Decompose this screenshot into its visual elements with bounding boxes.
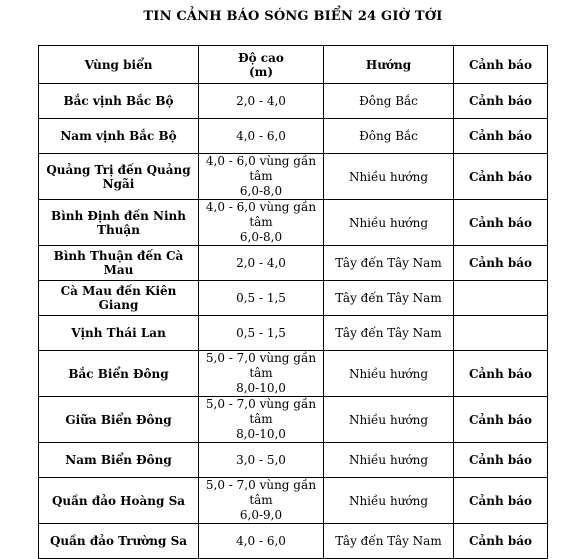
table-row	[39, 443, 548, 478]
cell-direction: Nhiều hướng	[324, 443, 454, 478]
cell-region: Bắc Biển Đông	[39, 351, 199, 397]
cell-height	[199, 316, 324, 351]
cell-direction: Nhiều hướng	[324, 478, 454, 524]
table-row	[39, 119, 548, 154]
cell-warning: Cảnh báo	[454, 119, 548, 154]
cell-warning	[454, 316, 548, 351]
cell-height	[199, 119, 324, 154]
table-row	[39, 351, 548, 397]
cell-warning: Cảnh báo	[454, 84, 548, 119]
cell-warning: Cảnh báo	[454, 443, 548, 478]
cell-warning	[454, 281, 548, 316]
cell-height-value: 4,0 - 6,0 vùng gần tâm	[205, 200, 317, 229]
cell-height	[199, 524, 324, 559]
cell-height	[199, 154, 324, 200]
cell-region: Quảng Trị đến Quảng Ngãi	[39, 154, 199, 200]
cell-height-value: 4,0 - 6,0 vùng gần tâm	[205, 154, 317, 183]
table-row	[39, 316, 548, 351]
cell-warning: Cảnh báo	[454, 397, 548, 443]
cell-height	[199, 200, 324, 246]
cell-height	[199, 443, 324, 478]
cell-height-value: 0,5 - 1,5	[236, 326, 286, 340]
cell-direction: Nhiều hướng	[324, 351, 454, 397]
header-height	[199, 46, 324, 84]
cell-warning: Cảnh báo	[454, 246, 548, 281]
cell-direction: Nhiều hướng	[324, 397, 454, 443]
cell-direction: Tây đến Tây Nam	[324, 281, 454, 316]
cell-height-value: 4,0 - 6,0	[236, 534, 286, 548]
cell-height-value: 2,0 - 4,0	[236, 94, 286, 108]
cell-region: Bắc vịnh Bắc Bộ	[39, 84, 199, 119]
table-header-row	[39, 46, 548, 84]
cell-height-value: 0,5 - 1,5	[236, 291, 286, 305]
cell-direction: Nhiều hướng	[324, 154, 454, 200]
cell-direction: Nhiều hướng	[324, 200, 454, 246]
cell-warning: Cảnh báo	[454, 154, 548, 200]
cell-height-value: 5,0 - 7,0 vùng gần tâm	[205, 351, 317, 380]
table-row	[39, 154, 548, 200]
page-title: TIN CẢNH BÁO SÓNG BIỂN 24 GIỜ TỚI	[143, 9, 443, 24]
cell-height-near-center: 6,0-8,0	[239, 230, 283, 244]
cell-height	[199, 397, 324, 443]
cell-height	[199, 281, 324, 316]
table-row	[39, 397, 548, 443]
table-body	[39, 84, 548, 559]
cell-region: Vịnh Thái Lan	[39, 316, 199, 351]
header-height-label: Độ cao	[238, 50, 284, 65]
cell-warning: Cảnh báo	[454, 351, 548, 397]
cell-height	[199, 84, 324, 119]
table-row	[39, 524, 548, 559]
cell-height-value: 5,0 - 7,0 vùng gần tâm	[205, 397, 317, 426]
wave-warning-table	[38, 45, 548, 559]
cell-region: Bình Thuận đến Cà Mau	[39, 246, 199, 281]
header-region: Vùng biển	[39, 46, 199, 84]
cell-height	[199, 351, 324, 397]
cell-region: Nam vịnh Bắc Bộ	[39, 119, 199, 154]
cell-region: Quần đảo Hoàng Sa	[39, 478, 199, 524]
cell-height-near-center: 6,0-9,0	[239, 508, 283, 522]
cell-warning: Cảnh báo	[454, 200, 548, 246]
cell-region: Quần đảo Trường Sa	[39, 524, 199, 559]
table-row	[39, 200, 548, 246]
header-direction: Hướng	[324, 46, 454, 84]
cell-warning: Cảnh báo	[454, 524, 548, 559]
cell-height	[199, 246, 324, 281]
cell-direction: Tây đến Tây Nam	[324, 524, 454, 559]
cell-region: Bình Định đến Ninh Thuận	[39, 200, 199, 246]
header-warning: Cảnh báo	[454, 46, 548, 84]
cell-direction: Đông Bắc	[324, 119, 454, 154]
cell-warning: Cảnh báo	[454, 478, 548, 524]
table-row	[39, 246, 548, 281]
cell-height-near-center: 8,0-10,0	[236, 427, 286, 441]
cell-region: Cà Mau đến Kiên Giang	[39, 281, 199, 316]
cell-direction: Tây đến Tây Nam	[324, 316, 454, 351]
cell-height-near-center: 6,0-8,0	[239, 184, 283, 198]
cell-region: Giữa Biển Đông	[39, 397, 199, 443]
cell-height-value: 3,0 - 5,0	[236, 453, 286, 467]
cell-direction: Tây đến Tây Nam	[324, 246, 454, 281]
cell-height	[199, 478, 324, 524]
cell-height-near-center: 8,0-10,0	[236, 381, 286, 395]
cell-height-value: 4,0 - 6,0	[236, 129, 286, 143]
table-row	[39, 84, 548, 119]
header-height-unit: (m)	[248, 64, 274, 79]
table-row	[39, 478, 548, 524]
cell-region: Nam Biển Đông	[39, 443, 199, 478]
cell-direction: Đông Bắc	[324, 84, 454, 119]
table-row	[39, 281, 548, 316]
cell-height-value: 2,0 - 4,0	[236, 256, 286, 270]
cell-height-value: 5,0 - 7,0 vùng gần tâm	[205, 478, 317, 507]
